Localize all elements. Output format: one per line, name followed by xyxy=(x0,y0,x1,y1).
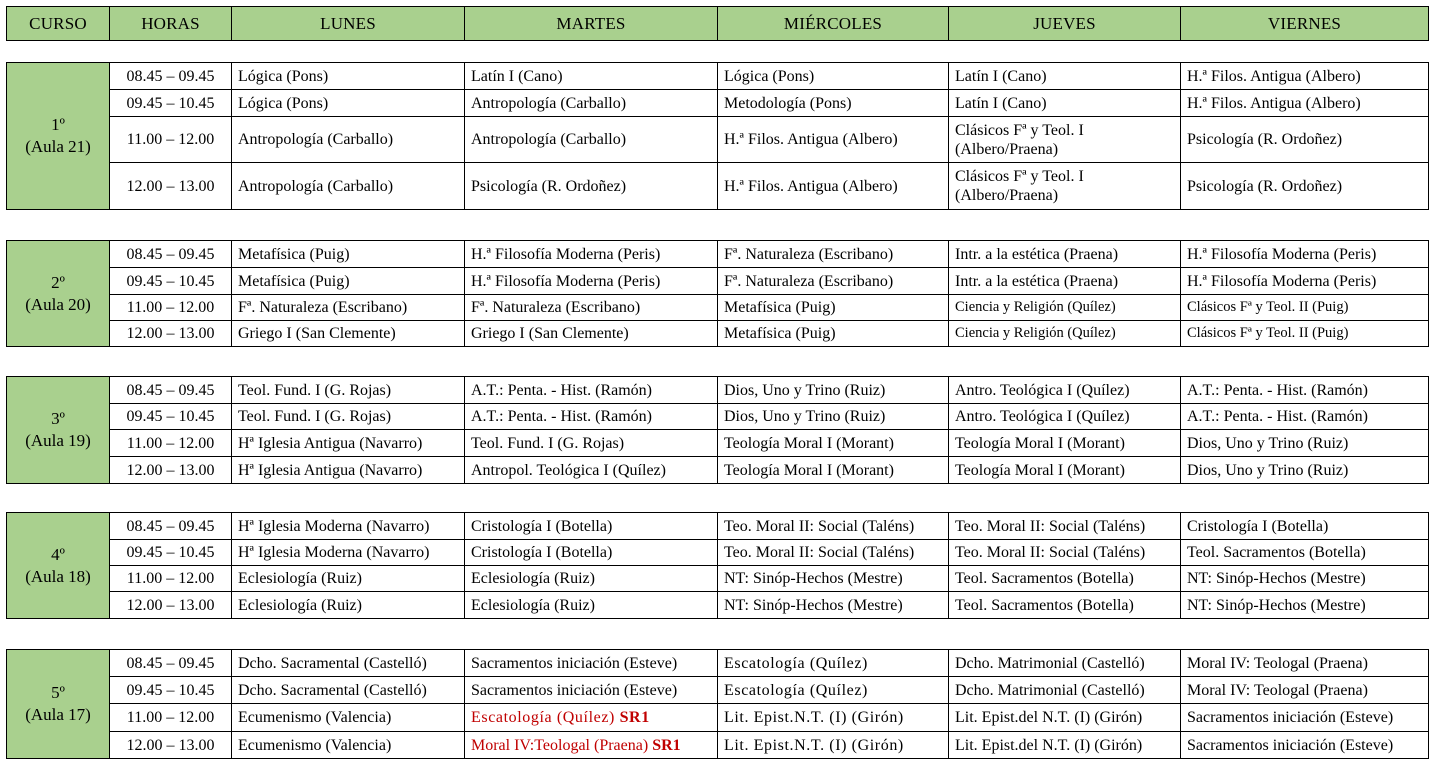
time-slot: 12.00 – 13.00 xyxy=(110,592,232,619)
class-cell: H.ª Filosofía Moderna (Peris) xyxy=(465,241,718,268)
time-slot: 09.45 – 10.45 xyxy=(110,404,232,430)
time-slot: 09.45 – 10.45 xyxy=(110,540,232,566)
course-cell xyxy=(7,63,110,210)
table-row xyxy=(7,377,1429,404)
table-row xyxy=(7,295,1429,321)
class-cell: Griego I (San Clemente) xyxy=(232,321,465,347)
class-cell: Antro. Teológica I (Quílez) xyxy=(949,377,1181,404)
course-number: 3º xyxy=(51,409,65,428)
time-slot: 08.45 – 09.45 xyxy=(110,513,232,540)
class-cell: Clásicos Fª y Teol. I (Albero/Praena) xyxy=(949,163,1181,210)
class-cell: Teol. Sacramentos (Botella) xyxy=(949,566,1181,592)
class-cell: H.ª Filos. Antigua (Albero) xyxy=(718,117,949,163)
course-room: (Aula 18) xyxy=(25,566,91,586)
class-cell-highlighted xyxy=(465,732,718,759)
class-cell: Latín I (Cano) xyxy=(465,63,718,90)
class-cell: A.T.: Penta. - Hist. (Ramón) xyxy=(465,377,718,404)
class-cell: Lógica (Pons) xyxy=(232,90,465,117)
time-slot: 11.00 – 12.00 xyxy=(110,117,232,163)
class-cell: Dcho. Matrimonial (Castelló) xyxy=(949,650,1181,677)
class-cell: Teol. Sacramentos (Botella) xyxy=(949,592,1181,619)
course-cell xyxy=(7,650,110,759)
time-slot: 11.00 – 12.00 xyxy=(110,430,232,457)
table-row xyxy=(7,117,1429,163)
table-row xyxy=(7,540,1429,566)
class-cell: A.T.: Penta. - Hist. (Ramón) xyxy=(1181,404,1429,430)
class-cell: Clásicos Fª y Teol. I (Albero/Praena) xyxy=(949,117,1181,163)
header-curso: CURSO xyxy=(7,7,110,41)
class-cell: Metodología (Pons) xyxy=(718,90,949,117)
class-cell: Lit. Epist.N.T. (I) (Girón) xyxy=(718,732,949,759)
class-cell: Fª. Naturaleza (Escribano) xyxy=(465,295,718,321)
time-slot: 12.00 – 13.00 xyxy=(110,457,232,484)
table-row xyxy=(7,513,1429,540)
class-cell: Teol. Fund. I (G. Rojas) xyxy=(232,404,465,430)
class-cell: Dcho. Sacramental (Castelló) xyxy=(232,677,465,704)
class-cell: H.ª Filos. Antigua (Albero) xyxy=(718,163,949,210)
class-cell: Eclesiología (Ruiz) xyxy=(465,592,718,619)
class-cell: Fª. Naturaleza (Escribano) xyxy=(718,241,949,268)
time-slot: 12.00 – 13.00 xyxy=(110,732,232,759)
class-cell: Dcho. Matrimonial (Castelló) xyxy=(949,677,1181,704)
course-block-3 xyxy=(6,376,1429,484)
class-cell: H.ª Filosofía Moderna (Peris) xyxy=(1181,241,1429,268)
header-miercoles: MIÉRCOLES xyxy=(718,7,949,41)
class-cell: Lit. Epist.N.T. (I) (Girón) xyxy=(718,704,949,732)
class-cell: Teología Moral I (Morant) xyxy=(949,457,1181,484)
table-row xyxy=(7,592,1429,619)
class-cell: A.T.: Penta. - Hist. (Ramón) xyxy=(465,404,718,430)
class-cell: Teo. Moral II: Social (Taléns) xyxy=(718,540,949,566)
table-row xyxy=(7,732,1429,759)
class-cell: Antropología (Carballo) xyxy=(465,90,718,117)
room-code-sr1: SR1 xyxy=(619,709,650,726)
course-number: 4º xyxy=(51,544,65,564)
course-room: (Aula 20) xyxy=(25,294,91,314)
class-cell: Teología Moral I (Morant) xyxy=(718,430,949,457)
class-cell: Moral IV: Teologal (Praena) xyxy=(1181,650,1429,677)
course-room: (Aula 17) xyxy=(25,705,91,724)
table-row xyxy=(7,241,1429,268)
course-number: 5º xyxy=(51,683,65,702)
header-viernes: VIERNES xyxy=(1181,7,1429,41)
class-cell: Dios, Uno y Trino (Ruiz) xyxy=(1181,430,1429,457)
class-cell-highlighted xyxy=(465,704,718,732)
class-cell: Clásicos Fª y Teol. II (Puig) xyxy=(1181,295,1429,321)
class-cell: Antropología (Carballo) xyxy=(232,117,465,163)
class-cell: Hª Iglesia Antigua (Navarro) xyxy=(232,430,465,457)
class-cell: Latín I (Cano) xyxy=(949,90,1181,117)
class-cell: Psicología (R. Ordoñez) xyxy=(1181,163,1429,210)
header-row xyxy=(7,7,1429,41)
class-cell: Eclesiología (Ruiz) xyxy=(232,592,465,619)
course-cell xyxy=(7,241,110,347)
class-cell: Teol. Sacramentos (Botella) xyxy=(1181,540,1429,566)
class-cell: Lit. Epist.del N.T. (I) (Girón) xyxy=(949,732,1181,759)
class-cell: Lit. Epist.del N.T. (I) (Girón) xyxy=(949,704,1181,732)
time-slot: 08.45 – 09.45 xyxy=(110,63,232,90)
table-row xyxy=(7,704,1429,732)
time-slot: 09.45 – 10.45 xyxy=(110,90,232,117)
room-code-sr1: SR1 xyxy=(652,736,681,754)
header-jueves: JUEVES xyxy=(949,7,1181,41)
class-cell: Cristología I (Botella) xyxy=(465,540,718,566)
class-cell: Moral IV: Teologal (Praena) xyxy=(1181,677,1429,704)
table-row xyxy=(7,90,1429,117)
course-number: 1º xyxy=(51,115,65,134)
class-cell: Teo. Moral II: Social (Taléns) xyxy=(718,513,949,540)
course-room: (Aula 19) xyxy=(25,431,91,450)
table-row xyxy=(7,430,1429,457)
time-slot: 08.45 – 09.45 xyxy=(110,650,232,677)
class-cell: NT: Sinóp-Hechos (Mestre) xyxy=(718,592,949,619)
table-row xyxy=(7,404,1429,430)
class-cell: Teo. Moral II: Social (Taléns) xyxy=(949,513,1181,540)
time-slot: 11.00 – 12.00 xyxy=(110,704,232,732)
class-cell: Antropología (Carballo) xyxy=(465,117,718,163)
class-cell: Teología Moral I (Morant) xyxy=(718,457,949,484)
class-cell: Clásicos Fª y Teol. II (Puig) xyxy=(1181,321,1429,347)
class-cell-text: Moral IV:Teologal (Praena) xyxy=(471,736,649,754)
table-row xyxy=(7,566,1429,592)
time-slot: 09.45 – 10.45 xyxy=(110,677,232,704)
class-cell: Antropología (Carballo) xyxy=(232,163,465,210)
class-cell: Ecumenismo (Valencia) xyxy=(232,704,465,732)
class-cell: Dios, Uno y Trino (Ruiz) xyxy=(718,404,949,430)
class-cell: H.ª Filos. Antigua (Albero) xyxy=(1181,90,1429,117)
class-cell: Metafísica (Puig) xyxy=(232,241,465,268)
course-block-1 xyxy=(6,62,1429,210)
table-row xyxy=(7,163,1429,210)
class-cell: Antropol. Teológica I (Quílez) xyxy=(465,457,718,484)
class-cell: Hª Iglesia Moderna (Navarro) xyxy=(232,513,465,540)
class-cell: H.ª Filosofía Moderna (Peris) xyxy=(465,268,718,295)
table-row xyxy=(7,268,1429,295)
class-cell: Sacramentos iniciación (Esteve) xyxy=(1181,732,1429,759)
class-cell: Hª Iglesia Antigua (Navarro) xyxy=(232,457,465,484)
class-cell: NT: Sinóp-Hechos (Mestre) xyxy=(718,566,949,592)
class-cell: Teol. Fund. I (G. Rojas) xyxy=(465,430,718,457)
class-cell: Sacramentos iniciación (Esteve) xyxy=(465,650,718,677)
class-cell: Griego I (San Clemente) xyxy=(465,321,718,347)
time-slot: 12.00 – 13.00 xyxy=(110,321,232,347)
class-cell: Antro. Teológica I (Quílez) xyxy=(949,404,1181,430)
table-row xyxy=(7,321,1429,347)
class-cell: Sacramentos iniciación (Esteve) xyxy=(1181,704,1429,732)
class-cell: Cristología I (Botella) xyxy=(465,513,718,540)
table-row xyxy=(7,63,1429,90)
course-cell xyxy=(7,377,110,484)
header-martes: MARTES xyxy=(465,7,718,41)
class-cell: Intr. a la estética (Praena) xyxy=(949,241,1181,268)
class-cell: Dcho. Sacramental (Castelló) xyxy=(232,650,465,677)
class-cell: Dios, Uno y Trino (Ruiz) xyxy=(718,377,949,404)
class-cell: Teo. Moral II: Social (Taléns) xyxy=(949,540,1181,566)
class-cell: Intr. a la estética (Praena) xyxy=(949,268,1181,295)
class-cell: Fª. Naturaleza (Escribano) xyxy=(232,295,465,321)
class-cell: Dios, Uno y Trino (Ruiz) xyxy=(1181,457,1429,484)
header-lunes: LUNES xyxy=(232,7,465,41)
class-cell: Metafísica (Puig) xyxy=(232,268,465,295)
class-cell: Lógica (Pons) xyxy=(232,63,465,90)
class-cell: Escatología (Quílez) xyxy=(718,677,949,704)
time-slot: 11.00 – 12.00 xyxy=(110,295,232,321)
time-slot: 09.45 – 10.45 xyxy=(110,268,232,295)
course-block-2 xyxy=(6,240,1429,347)
class-cell: Teología Moral I (Morant) xyxy=(949,430,1181,457)
class-cell: Eclesiología (Ruiz) xyxy=(232,566,465,592)
class-cell: Metafísica (Puig) xyxy=(718,321,949,347)
course-block-4 xyxy=(6,512,1429,619)
class-cell: Ciencia y Religión (Quílez) xyxy=(949,295,1181,321)
class-cell: A.T.: Penta. - Hist. (Ramón) xyxy=(1181,377,1429,404)
course-block-5 xyxy=(6,649,1429,759)
time-slot: 08.45 – 09.45 xyxy=(110,377,232,404)
class-cell: Psicología (R. Ordoñez) xyxy=(465,163,718,210)
header-table xyxy=(6,6,1429,41)
class-cell: NT: Sinóp-Hechos (Mestre) xyxy=(1181,592,1429,619)
table-row xyxy=(7,457,1429,484)
class-cell: Cristología I (Botella) xyxy=(1181,513,1429,540)
time-slot: 12.00 – 13.00 xyxy=(110,163,232,210)
class-cell: Fª. Naturaleza (Escribano) xyxy=(718,268,949,295)
class-cell: NT: Sinóp-Hechos (Mestre) xyxy=(1181,566,1429,592)
class-cell: H.ª Filos. Antigua (Albero) xyxy=(1181,63,1429,90)
course-room: (Aula 21) xyxy=(25,137,91,156)
class-cell: H.ª Filosofía Moderna (Peris) xyxy=(1181,268,1429,295)
class-cell: Psicología (R. Ordoñez) xyxy=(1181,117,1429,163)
class-cell-text: Escatología (Quílez) xyxy=(471,709,615,726)
course-number: 2º xyxy=(51,272,65,292)
course-cell xyxy=(7,513,110,619)
class-cell: Ecumenismo (Valencia) xyxy=(232,732,465,759)
class-cell: Hª Iglesia Moderna (Navarro) xyxy=(232,540,465,566)
time-slot: 11.00 – 12.00 xyxy=(110,566,232,592)
class-cell: Sacramentos iniciación (Esteve) xyxy=(465,677,718,704)
class-cell: Ciencia y Religión (Quílez) xyxy=(949,321,1181,347)
class-cell: Lógica (Pons) xyxy=(718,63,949,90)
table-row xyxy=(7,650,1429,677)
time-slot: 08.45 – 09.45 xyxy=(110,241,232,268)
header-horas: HORAS xyxy=(110,7,232,41)
class-cell: Metafísica (Puig) xyxy=(718,295,949,321)
class-cell: Eclesiología (Ruiz) xyxy=(465,566,718,592)
class-cell: Escatología (Quílez) xyxy=(718,650,949,677)
table-row xyxy=(7,677,1429,704)
class-cell: Teol. Fund. I (G. Rojas) xyxy=(232,377,465,404)
class-cell: Latín I (Cano) xyxy=(949,63,1181,90)
